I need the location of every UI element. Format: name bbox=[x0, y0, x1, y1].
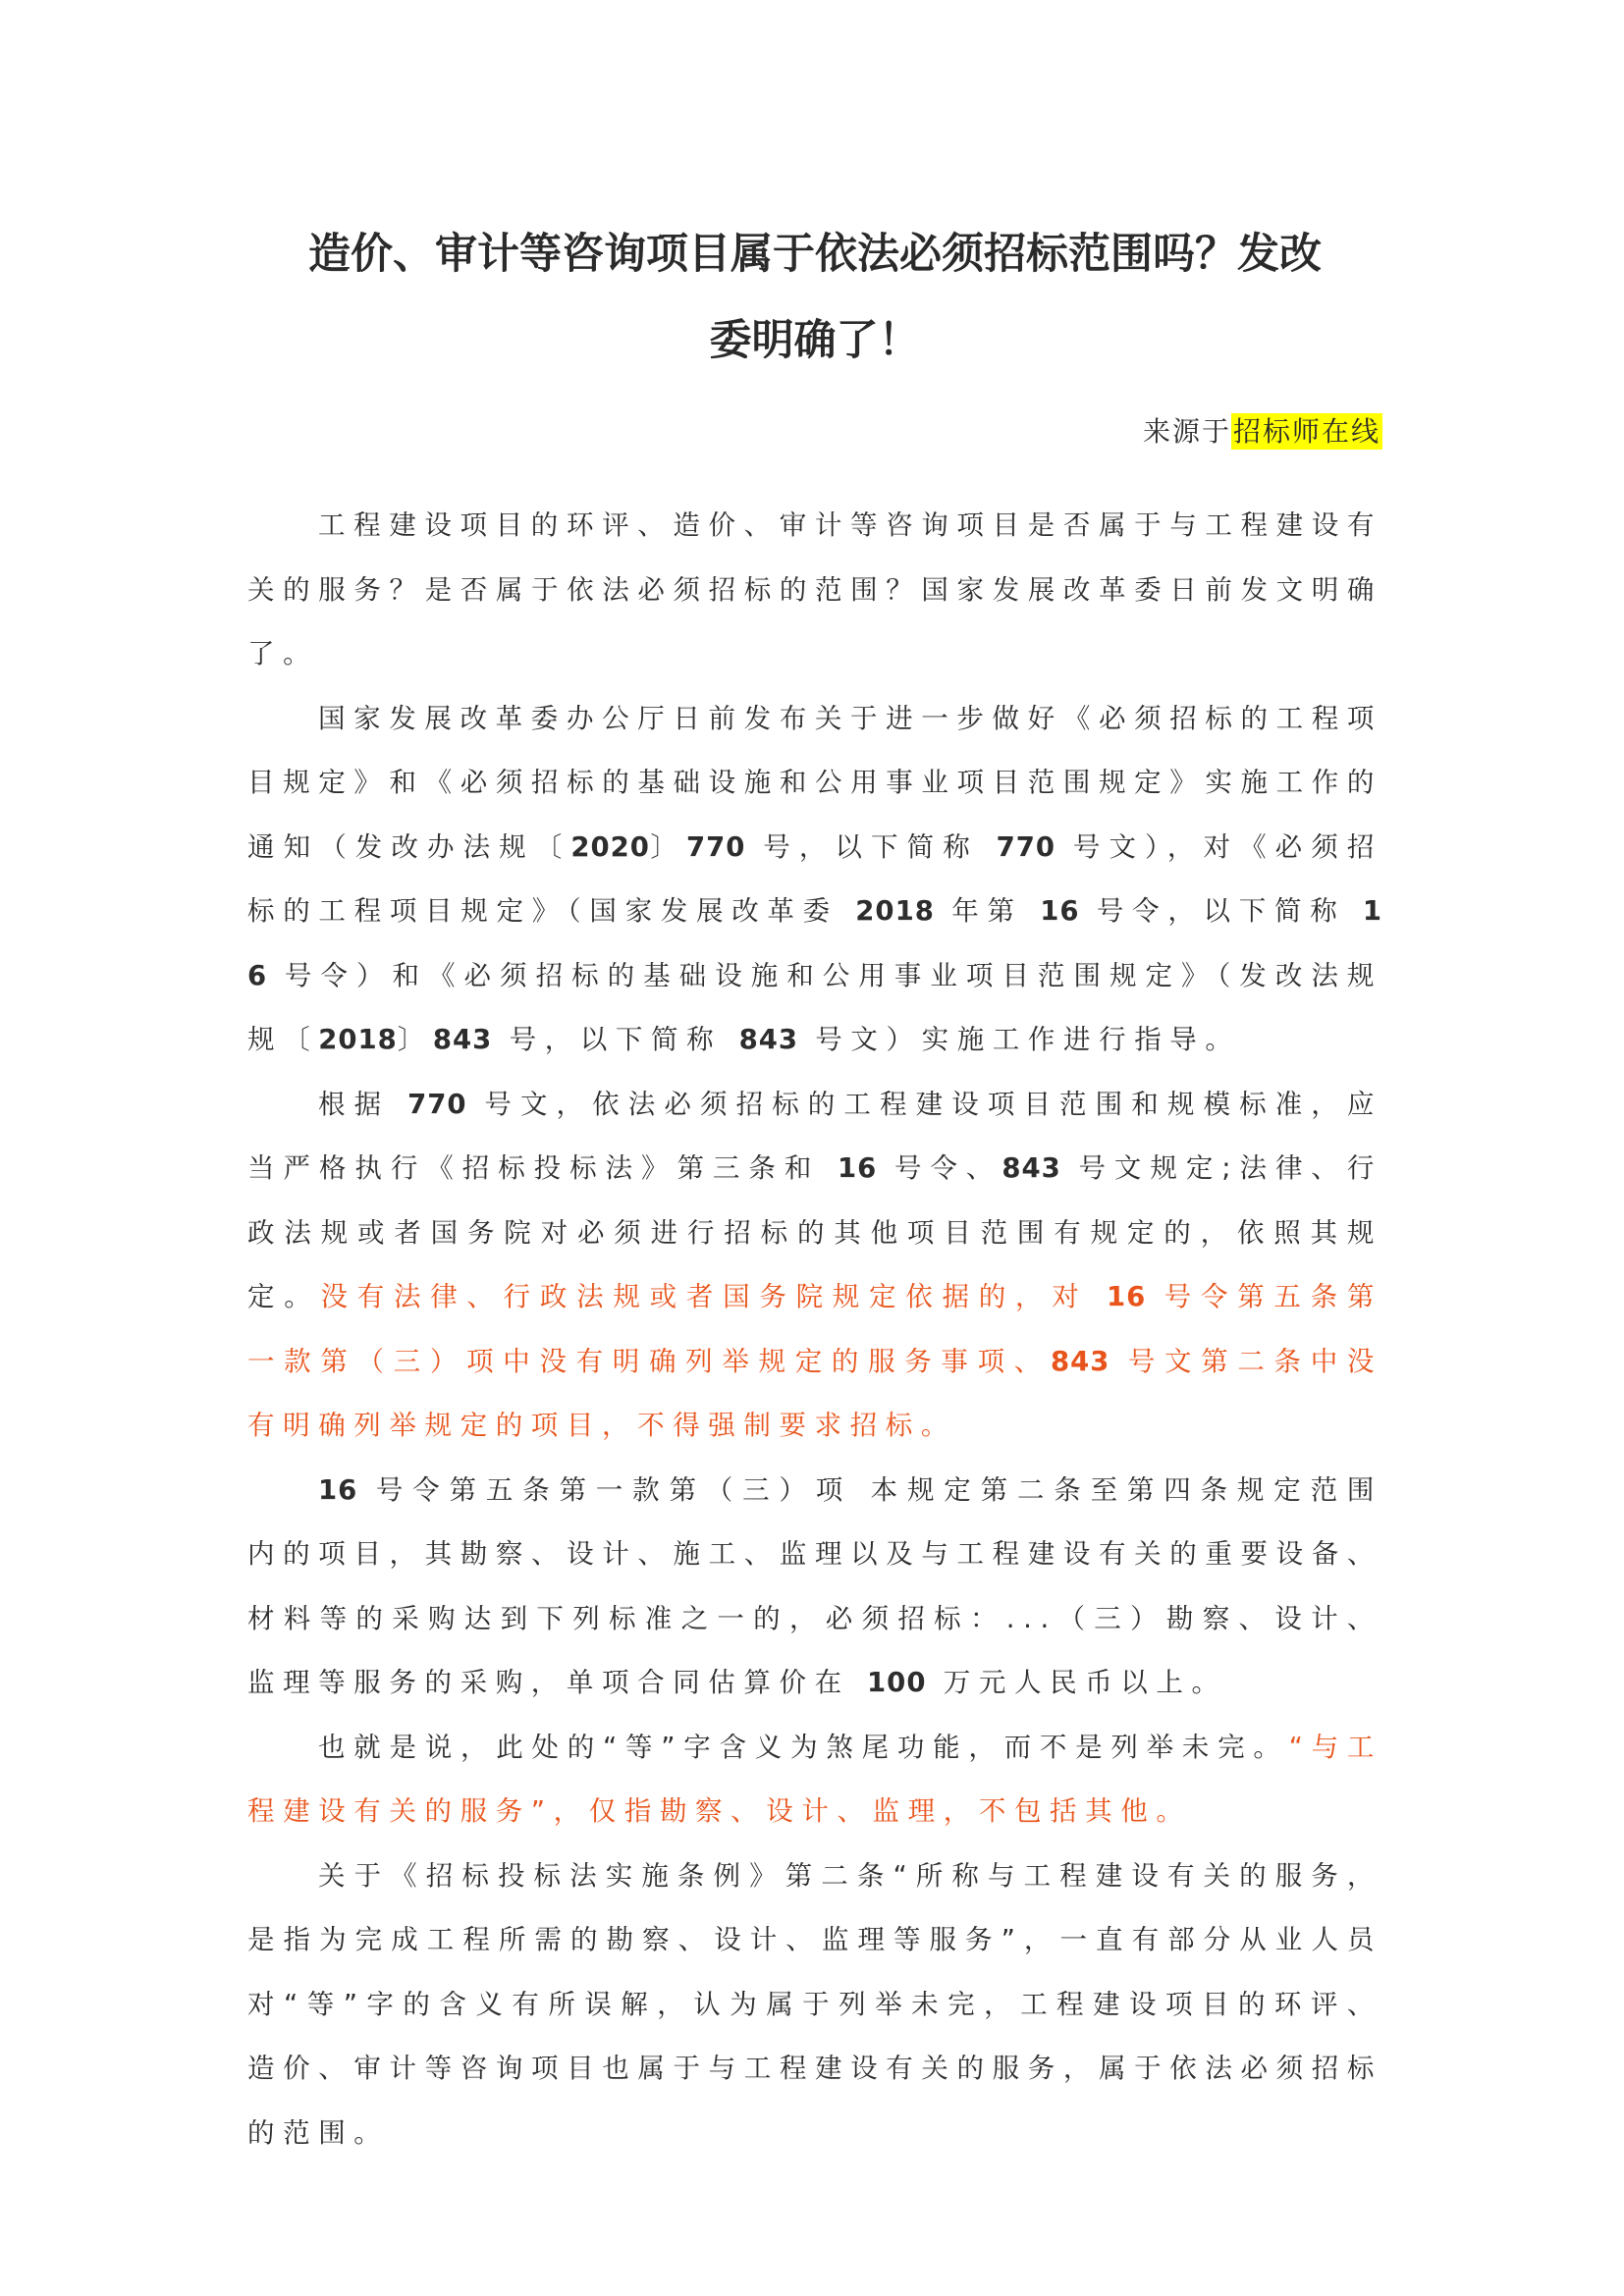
paragraph-text: 16 bbox=[247, 895, 1382, 991]
paragraph-text: 号文），对《必须招标的工程项目规定》（国家发展改革委 bbox=[247, 830, 1382, 927]
highlighted-text: 843 bbox=[1050, 1345, 1110, 1377]
paragraph-text: 万元人民币以上。 bbox=[926, 1667, 1227, 1698]
title-line-2: 委明确了！ bbox=[709, 316, 921, 365]
paragraph-text: 770 bbox=[685, 830, 746, 863]
paragraph-text: 16 bbox=[838, 1152, 878, 1184]
paragraph-text: 16 bbox=[1040, 895, 1080, 927]
paragraph-text: 国家发展改革委办公厅日前发布关于进一步做好《必须招标的工程项目规定》和《必须招标的基础设施和公用事业项目范围规定》实施工作的通知（发改办法规〔 bbox=[247, 702, 1382, 863]
paragraph bbox=[247, 494, 1382, 687]
paragraph-text: 号令，以下简称 bbox=[1079, 895, 1363, 927]
paragraph-text: 843 bbox=[738, 1024, 798, 1055]
paragraph-text: 〕 bbox=[397, 1024, 433, 1055]
paragraph bbox=[247, 687, 1382, 1073]
paragraph-text: 2018 bbox=[318, 1024, 398, 1055]
title-line-1: 造价、审计等咨询项目属于依法必须招标范围吗？发改 bbox=[308, 230, 1322, 279]
document-title bbox=[247, 211, 1382, 384]
highlighted-text: 号令第五条第一款第（三）项中没有明确列举规定的服务事项、 bbox=[247, 1281, 1382, 1377]
paragraph-text: 843 bbox=[432, 1024, 493, 1055]
paragraph bbox=[247, 1073, 1382, 1459]
paragraph-text: 〕 bbox=[649, 830, 686, 863]
source-prefix: 来源于 bbox=[1142, 415, 1231, 448]
paragraph-text: 号，以下简称 bbox=[492, 1024, 739, 1055]
highlighted-text: “与工程建设有关的服务”，仅指勘察、设计、监理，不包括其他。 bbox=[247, 1731, 1382, 1827]
paragraph-text: 号文，依法必须招标的工程建设项目范围和规模标准，应当严格执行《招标投标法》第三条和 bbox=[247, 1088, 1383, 1184]
paragraph-text: 工程建设项目的环评、造价、审计等咨询项目是否属于与工程建设有关的服务？是否属于依法必须招标的范围？国家发展改革委日前发文明确了。 bbox=[247, 509, 1382, 669]
paragraph-text: 也就是说，此处的“等”字含义为煞尾功能，而不是列举未完。 bbox=[318, 1731, 1289, 1763]
paragraph-text: 770 bbox=[407, 1088, 467, 1120]
paragraph-text: 关于《招标投标法实施条例》第二条“所称与工程建设有关的服务，是指为完成工程所需的勘察、设计、监理等服务”，一直有部分从业人员对“等”字的含义有所误解，认为属于列举未完，工程建设项目的环评、造价、审计等咨询项目也属于与工程建设有关的服务，属于依法必须招标的范围。 bbox=[247, 1859, 1382, 2149]
source-attribution bbox=[1143, 410, 1382, 454]
paragraph-text: 根据 bbox=[318, 1088, 408, 1120]
source-name-highlight: 招标师在线 bbox=[1232, 415, 1380, 448]
paragraph bbox=[247, 1459, 1382, 1716]
paragraph-text: 号令、 bbox=[877, 1152, 1002, 1184]
paragraph-text: 2018 bbox=[855, 895, 935, 927]
highlighted-text: 没有法律、行政法规或者国务院规定依据的，对 bbox=[320, 1281, 1107, 1312]
paragraph-text: 号，以下简称 bbox=[745, 830, 997, 863]
paragraph-text: 年第 bbox=[934, 895, 1041, 927]
highlighted-text: 号文第二条中没有明确列举规定的项目，不得强制要求招标。 bbox=[247, 1345, 1382, 1441]
highlighted-text: 16 bbox=[1106, 1281, 1147, 1312]
paragraph-text: 2020 bbox=[570, 830, 650, 863]
document-body bbox=[247, 494, 1382, 2165]
paragraph-text: 770 bbox=[996, 830, 1056, 863]
paragraph bbox=[247, 1716, 1382, 1844]
paragraph-text: 号文）实施工作进行指导。 bbox=[797, 1024, 1241, 1055]
paragraph-text: 16 bbox=[318, 1473, 358, 1506]
paragraph-text: 号令）和《必须招标的基础设施和公用事业项目范围规定》（发改法规规〔 bbox=[247, 959, 1382, 1055]
paragraph-text: 100 bbox=[867, 1667, 927, 1698]
paragraph-text: 号令第五条第一款第（三）项 本规定第二条至第四条规定范围内的项目，其勘察、设计、施工、监理以及与工程建设有关的重要设备、材料等的采购达到下列标准之一的，必须招标：...（三）勘察、设计、监理等服务的采购，单项合同估算价在 bbox=[247, 1473, 1382, 1698]
paragraph-text: 号文规定;法律、行政法规或者国务院对必须进行招标的其他项目范围有规定的，依照其规定。 bbox=[247, 1152, 1382, 1312]
paragraph bbox=[247, 1844, 1382, 2166]
paragraph-text: 843 bbox=[1001, 1152, 1061, 1184]
